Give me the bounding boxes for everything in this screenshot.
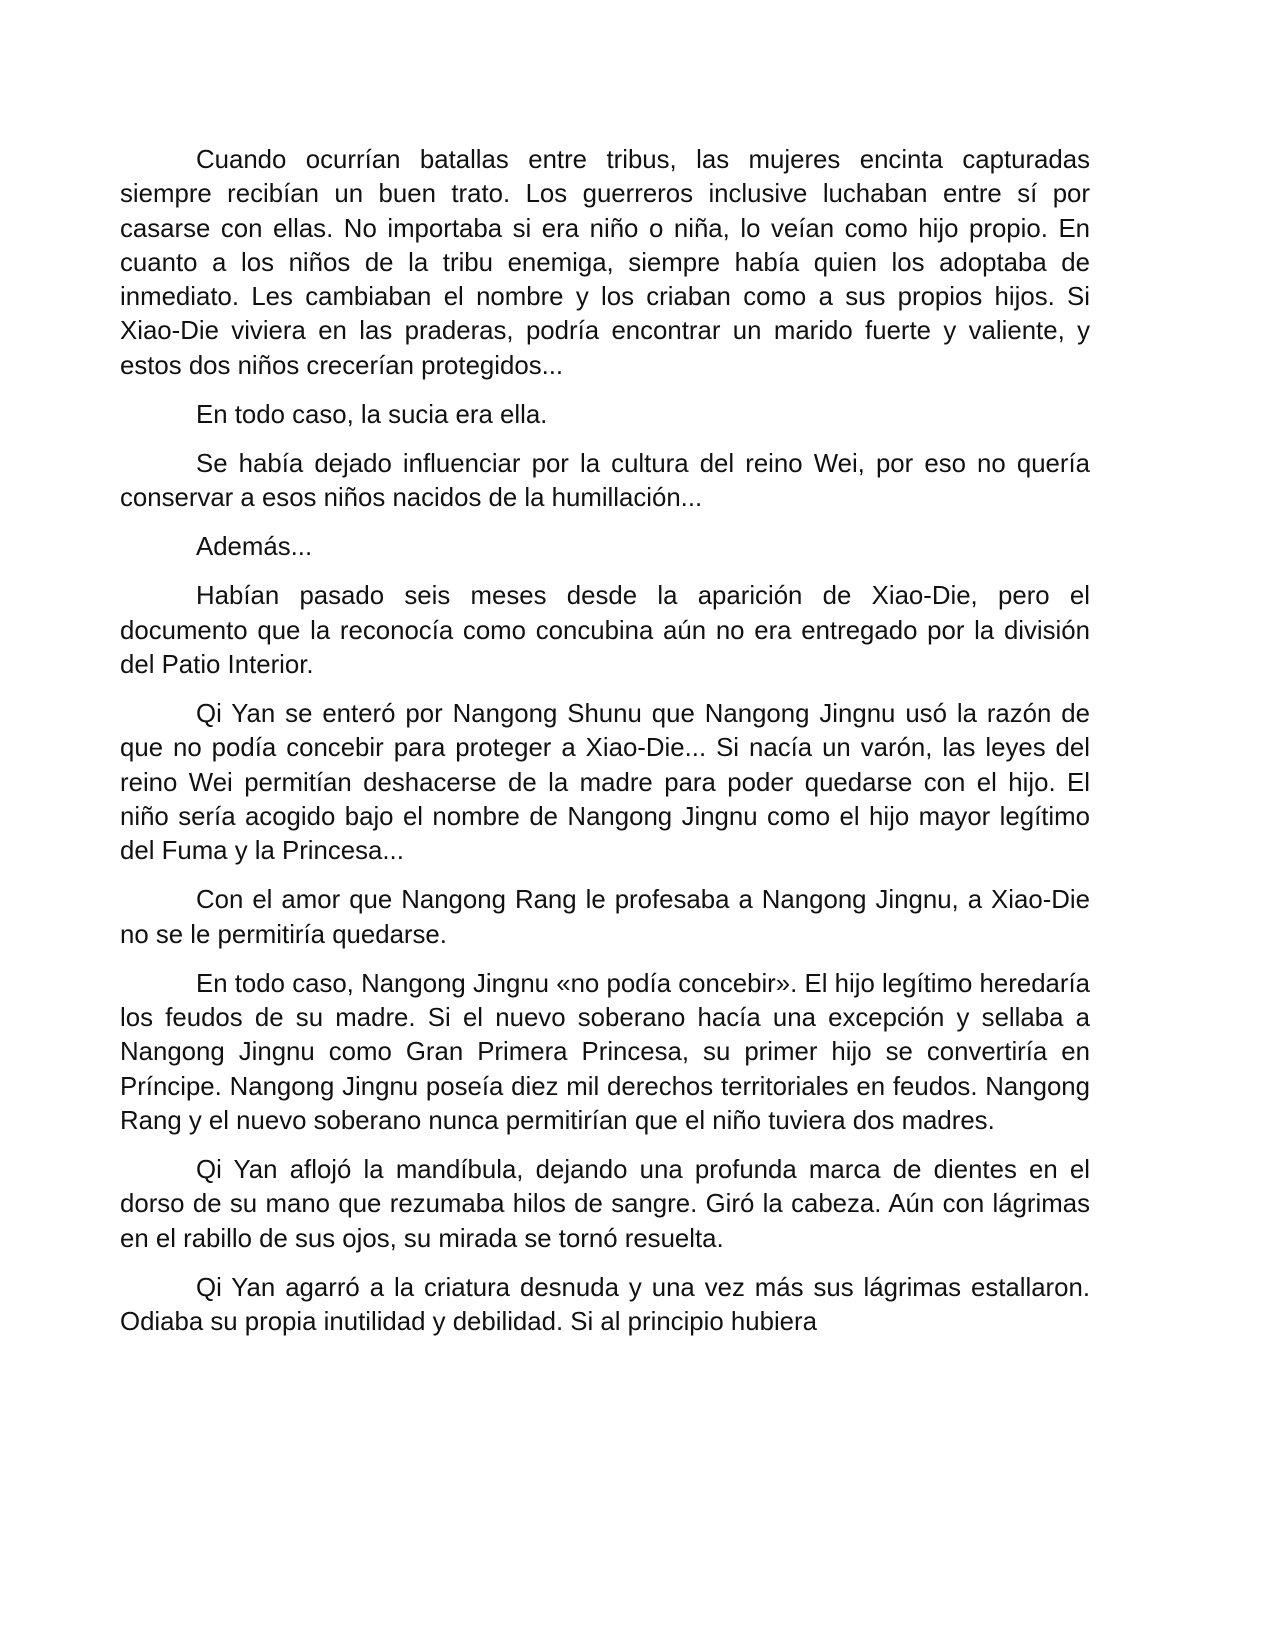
paragraph-2: En todo caso, la sucia era ella. xyxy=(196,400,548,429)
paragraph-5: Habían pasado seis meses desde la aparición de Xiao-Die, pero el documento que la reconocía como concubina aún no era entregado por la división del Patio Interior. xyxy=(120,582,1090,680)
paragraph-9: Qi Yan aflojó la mandíbula, dejando una profunda marca de dientes en el dorso de su mano que rezumaba hilos de sangre. Giró la cabeza. Aún con lágrimas en el rabillo de sus ojos, su mirada se tornó resuelta. xyxy=(120,1156,1090,1253)
paragraph-4: Además... xyxy=(196,533,313,562)
paragraph-7: Con el amor que Nangong Rang le profesaba a Nangong Jingnu, a Xiao-Die no se le permitiría quedarse. xyxy=(120,886,1090,949)
body-text xyxy=(120,143,1090,1354)
paragraph-1: Cuando ocurrían batallas entre tribus, las mujeres encinta capturadas siempre recibían un buen trato. Los guerreros inclusive luchaban entre sí por casarse con ellas. No importaba si era niño o niña, lo veían como hijo propio. En cuanto a los niños de la tribu enemiga, siempre había quien los adoptaba de inmediato. Les cambiaban el nombre y los criaban como a sus propios hijos. Si Xiao-Die viviera en las praderas, podría encontrar un marido fuerte y valiente, y estos dos niños crecerían protegidos... xyxy=(120,146,1090,380)
paragraph-8: En todo caso, Nangong Jingnu «no podía concebir». El hijo legítimo heredaría los feudos de su madre. Si el nuevo soberano hacía una excepción y sellaba a Nangong Jingnu como Gran Primera Princesa, su primer hijo se convertiría en Príncipe. Nangong Jingnu poseía diez mil derechos territoriales en feudos. Nangong Rang y el nuevo soberano nunca permitirían que el niño tuviera dos madres. xyxy=(120,969,1090,1135)
paragraph-3: Se había dejado influenciar por la cultura del reino Wei, por eso no quería conservar a esos niños nacidos de la humillación... xyxy=(120,449,1090,513)
paragraph-10: Qi Yan agarró a la criatura desnuda y una vez más sus lágrimas estallaron. Odiaba su propia inutilidad y debilidad. Si al principio hubiera xyxy=(120,1273,1090,1337)
paragraph-6: Qi Yan se enteró por Nangong Shunu que Nangong Jingnu usó la razón de que no podía concebir para proteger a Xiao-Die... Si nacía un varón, las leyes del reino Wei permitían deshacerse de la madre para poder quedarse con el hijo. El niño sería acogido bajo el nombre de Nangong Jingnu como el hijo mayor legítimo del Fuma y la Princesa... xyxy=(120,700,1090,866)
